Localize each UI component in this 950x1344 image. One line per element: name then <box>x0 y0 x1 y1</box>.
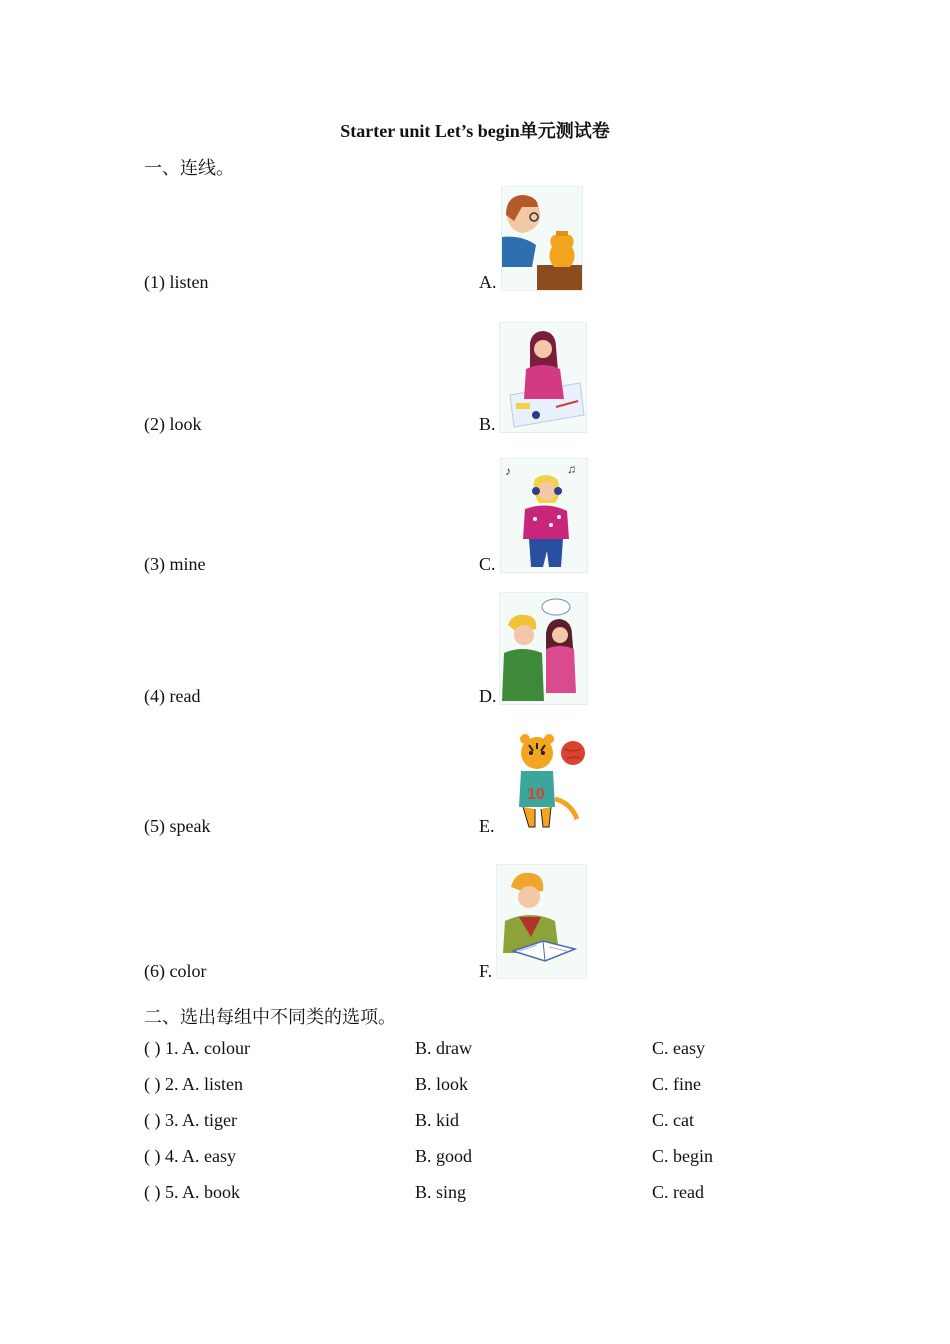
match-word-5: (5) speak <box>144 816 211 836</box>
question-1-option-c: C. easy <box>652 1038 705 1058</box>
question-2-option-b: B. look <box>415 1074 469 1094</box>
svg-text:10: 10 <box>527 786 545 803</box>
match-word-4: (4) read <box>144 686 201 706</box>
question-3-option-a: ( ) 3. A. tiger <box>144 1110 237 1130</box>
boy-reading-book-image <box>496 864 587 979</box>
match-letter-a: A. <box>479 272 497 292</box>
question-2-option-c: C. fine <box>652 1074 701 1094</box>
svg-text:♫: ♫ <box>567 462 576 476</box>
girl-drawing-image <box>499 322 587 433</box>
question-1-option-b: B. draw <box>415 1038 472 1058</box>
question-2-option-a: ( ) 2. A. listen <box>144 1074 243 1094</box>
match-letter-c: C. <box>479 554 496 574</box>
girl-listening-headphones-image <box>500 458 588 573</box>
section2-heading: 二、选出每组中不同类的选项。 <box>144 1007 396 1027</box>
question-3-option-c: C. cat <box>652 1110 694 1130</box>
boy-looking-at-vase-image <box>501 186 583 291</box>
match-word-3: (3) mine <box>144 554 206 574</box>
question-4-option-a: ( ) 4. A. easy <box>144 1146 236 1166</box>
section1-heading: 一、连线。 <box>144 158 234 178</box>
match-word-6: (6) color <box>144 961 207 981</box>
boy-speaking-to-girl-image <box>499 592 588 705</box>
match-letter-b: B. <box>479 414 496 434</box>
question-5-option-c: C. read <box>652 1182 704 1202</box>
match-word-1: (1) listen <box>144 272 209 292</box>
question-3-option-b: B. kid <box>415 1110 460 1130</box>
match-letter-d: D. <box>479 686 497 706</box>
question-1-option-a: ( ) 1. A. colour <box>144 1038 250 1058</box>
question-4-option-c: C. begin <box>652 1146 713 1166</box>
question-4-option-b: B. good <box>415 1146 473 1166</box>
svg-text:♪: ♪ <box>505 464 511 478</box>
question-5-option-b: B. sing <box>415 1182 467 1202</box>
page-title: Starter unit Let’s begin单元测试卷 <box>340 121 610 141</box>
match-letter-e: E. <box>479 816 495 836</box>
question-5-option-a: ( ) 5. A. book <box>144 1182 240 1202</box>
match-word-2: (2) look <box>144 414 202 434</box>
match-letter-f: F. <box>479 961 493 981</box>
tiger-with-ball-image <box>504 728 589 832</box>
